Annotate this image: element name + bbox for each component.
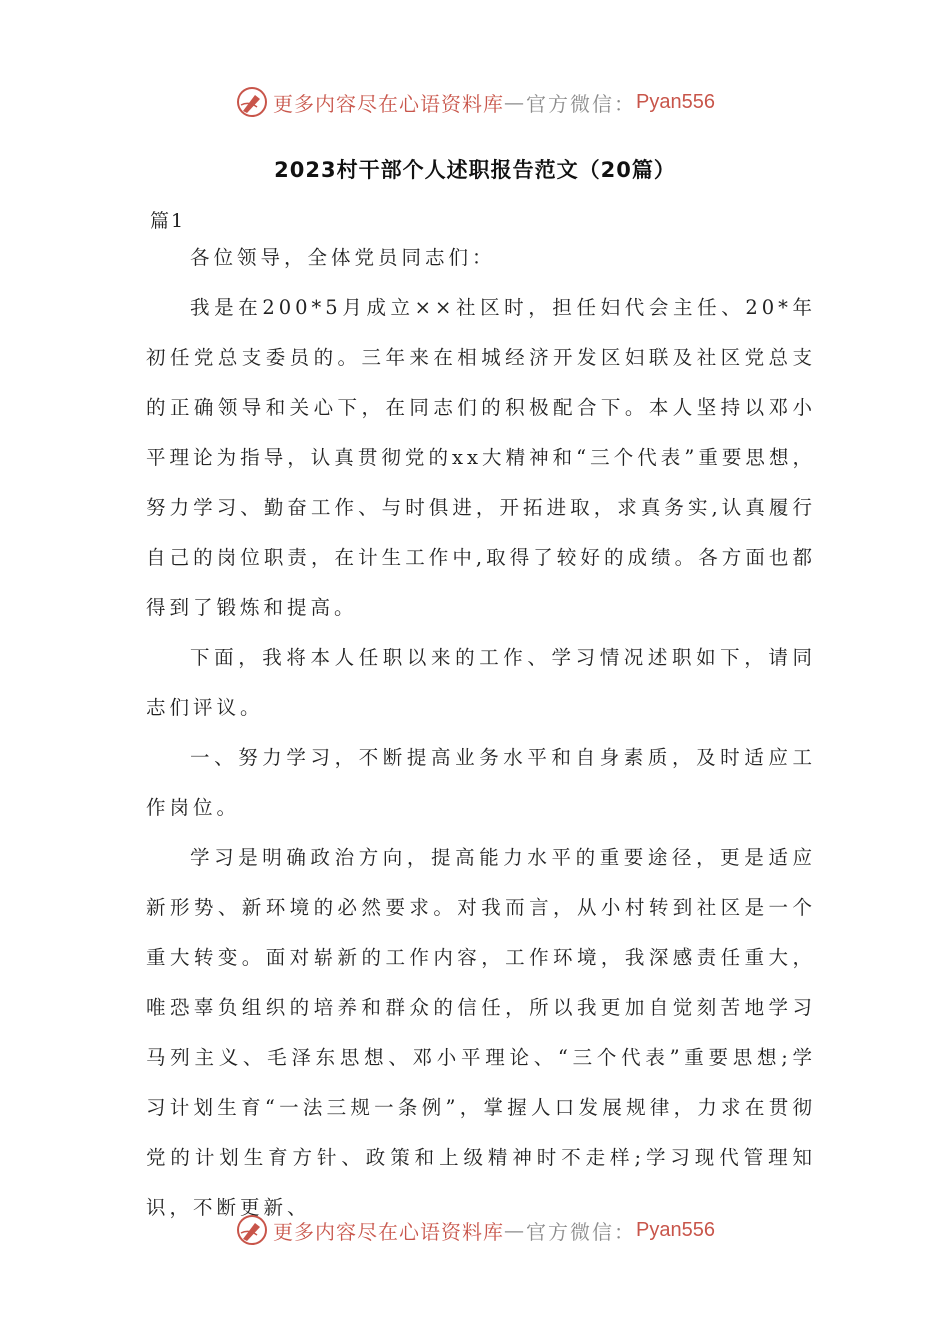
paragraph: 学习是明确政治方向，提高能力水平的重要途径，更是适应新形势、新环境的必然要求。对我而言，从小村转到社区是一个重大转变。面对崭新的工作内容，工作环境，我深感责任重大，唯恐辜负组织的培养和群众的信任，所以我更加自觉刻苦地学习马列主义、毛泽东思想、邓小平理论、“三个代表”重要思想;学习计划生育“一法三规一条例”，掌握人口发展规律，力求在贯彻党的计划生育方针、政策和上级精神时不走样;学习现代管理知识，不断更新、 xyxy=(146,846,816,1219)
banner-main-text: 更多内容尽在心语资料库 xyxy=(273,91,505,116)
document-body xyxy=(146,233,816,1233)
header-watermark-banner xyxy=(0,82,950,122)
paragraph: 我是在200*5月成立××社区时，担任妇代会主任、20*年初任党总支委员的。三年来在相城经济开发区妇联及社区党总支的正确领导和关心下，在同志们的积极配合下。本人坚持以邓小平理论为指导，认真贯彻党的xx大精神和“三个代表”重要思想，努力学习、勤奋工作、与时俱进，开拓进取，求真务实,认真履行自己的岗位职责，在计生工作中,取得了较好的成绩。各方面也都得到了锻炼和提高。 xyxy=(146,296,816,619)
banner-wechat-id: Pyan556 xyxy=(636,90,715,113)
pen-nib-logo-icon xyxy=(235,1213,269,1247)
footer-watermark-banner xyxy=(0,1210,950,1250)
document-title: 2023村干部个人述职报告范文（20篇） xyxy=(274,158,676,182)
paragraph: 一、努力学习，不断提高业务水平和自身素质，及时适应工作岗位。 xyxy=(146,746,816,819)
paragraph: 下面，我将本人任职以来的工作、学习情况述职如下，请同志们评议。 xyxy=(146,646,816,719)
banner-dash: — xyxy=(504,90,527,114)
paragraph: 各位领导，全体党员同志们： xyxy=(190,246,496,269)
banner-wechat-id: Pyan556 xyxy=(636,1218,715,1241)
banner-wechat-label: 官方微信： xyxy=(526,91,637,116)
banner-dash: — xyxy=(504,1218,527,1242)
pen-nib-logo-icon xyxy=(235,85,269,119)
banner-wechat-label: 官方微信： xyxy=(526,1219,637,1244)
section-label: 篇1 xyxy=(150,210,186,232)
banner-main-text: 更多内容尽在心语资料库 xyxy=(273,1219,505,1244)
